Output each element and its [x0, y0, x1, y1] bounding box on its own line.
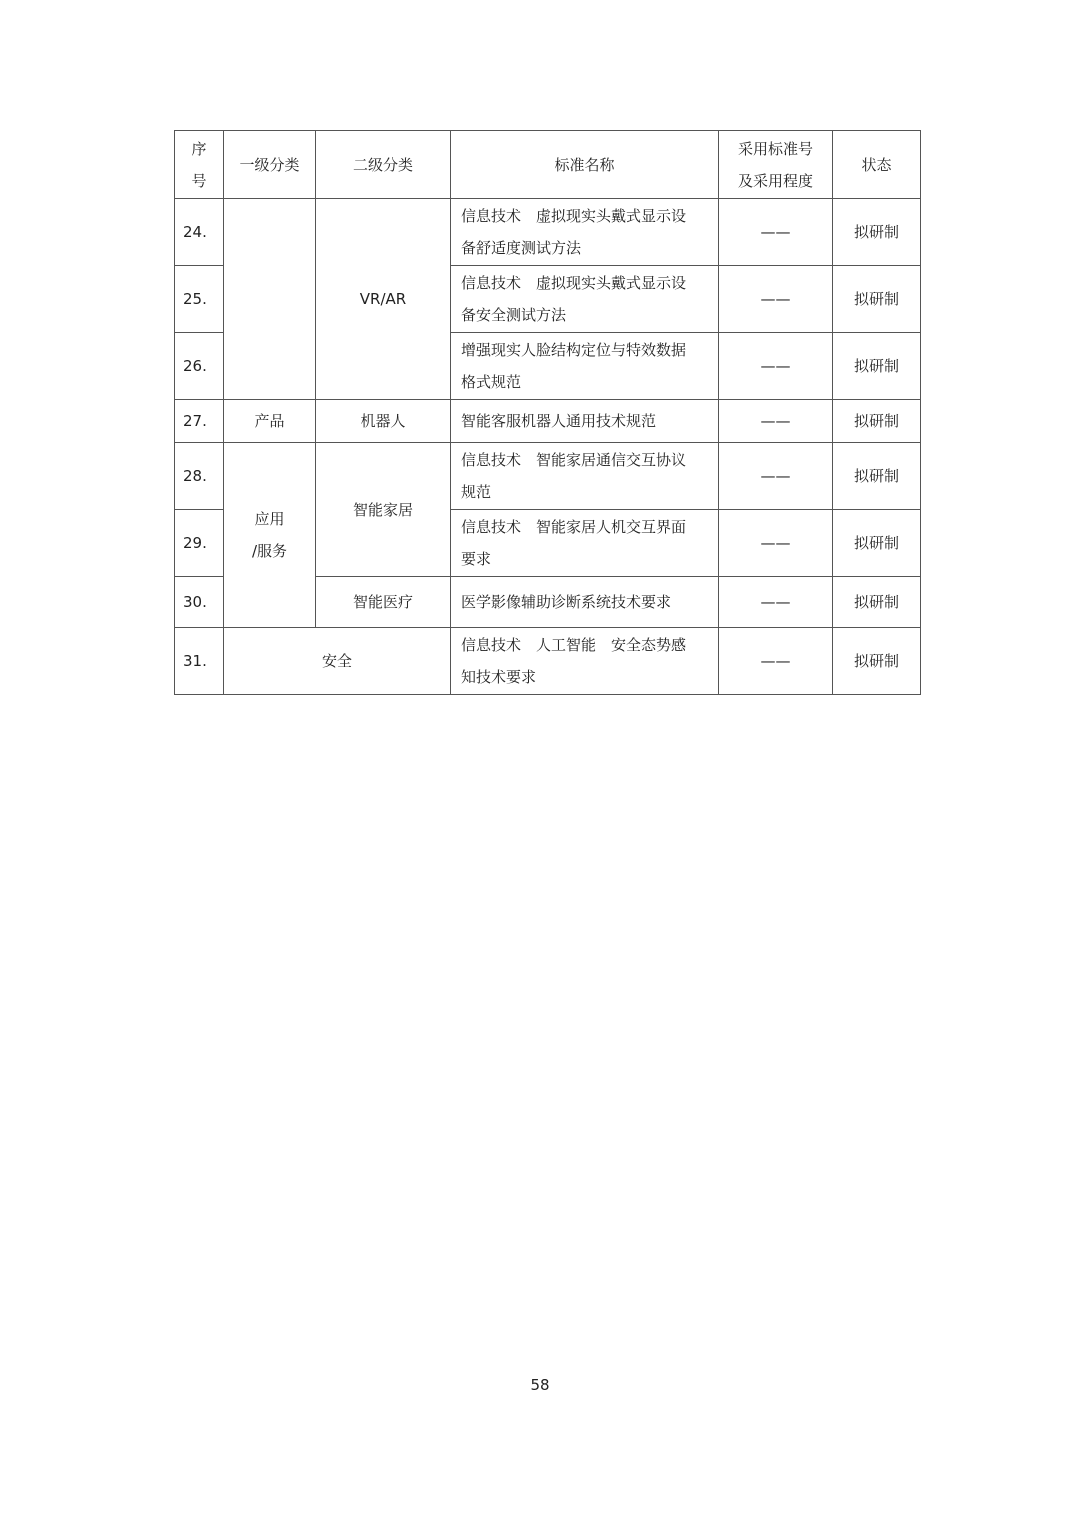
row-name: 智能客服机器人通用技术规范: [451, 400, 719, 443]
row-name: [451, 443, 719, 510]
header-seq: [175, 131, 224, 199]
level1-application-line2: /服务: [251, 542, 288, 560]
row-adopt: ——: [719, 510, 833, 577]
level1-product: 产品: [224, 400, 316, 443]
header-status: 状态: [833, 131, 921, 199]
row-name: [451, 628, 719, 695]
row-seq: 26.: [175, 333, 224, 400]
level2-smart-home: 智能家居: [316, 443, 451, 577]
row-adopt: ——: [719, 400, 833, 443]
row-name-line1: 信息技术 智能家居人机交互界面: [461, 518, 687, 536]
row-name: [451, 510, 719, 577]
row-adopt: ——: [719, 628, 833, 695]
row-seq: 24.: [175, 199, 224, 266]
header-adopt: [719, 131, 833, 199]
header-name: 标准名称: [451, 131, 719, 199]
level1-empty-cell: [224, 199, 316, 400]
row-seq: 29.: [175, 510, 224, 577]
level2-robot: 机器人: [316, 400, 451, 443]
row-name: 医学影像辅助诊断系统技术要求: [451, 577, 719, 628]
row-status: 拟研制: [833, 199, 921, 266]
row-adopt: ——: [719, 443, 833, 510]
table-header-row: [175, 131, 921, 199]
row-status: 拟研制: [833, 266, 921, 333]
level1-security: 安全: [224, 628, 451, 695]
row-status: 拟研制: [833, 510, 921, 577]
row-name-line2: 备舒适度测试方法: [461, 239, 582, 257]
level2-smart-medical: 智能医疗: [316, 577, 451, 628]
page-number: 58: [530, 1376, 550, 1394]
table-row: [175, 443, 921, 510]
row-status: 拟研制: [833, 577, 921, 628]
row-name-line2: 要求: [461, 550, 492, 568]
header-adopt-line2: 及采用程度: [737, 171, 813, 190]
row-seq: 31.: [175, 628, 224, 695]
row-seq: 30.: [175, 577, 224, 628]
row-name-line2: 知技术要求: [461, 668, 537, 686]
row-name-line1: 信息技术 虚拟现实头戴式显示设: [461, 274, 687, 292]
row-adopt: ——: [719, 333, 833, 400]
row-name: [451, 266, 719, 333]
row-adopt: ——: [719, 199, 833, 266]
row-name-line1: 信息技术 虚拟现实头戴式显示设: [461, 207, 687, 225]
row-name-line1: 增强现实人脸结构定位与特效数据: [461, 341, 687, 359]
row-status: 拟研制: [833, 628, 921, 695]
row-seq: 25.: [175, 266, 224, 333]
row-status: 拟研制: [833, 400, 921, 443]
row-status: 拟研制: [833, 443, 921, 510]
table-row: [175, 199, 921, 266]
row-name: [451, 333, 719, 400]
header-seq-line2: 号: [191, 171, 207, 190]
table-row: [175, 400, 921, 443]
standards-table: [174, 130, 921, 695]
row-name-line2: 格式规范: [461, 373, 522, 391]
level1-application-line1: 应用: [254, 510, 285, 528]
header-adopt-line1: 采用标准号: [737, 139, 813, 158]
header-seq-line1: 序: [191, 139, 207, 158]
row-name: [451, 199, 719, 266]
row-name-line1: 信息技术 人工智能 安全态势感: [461, 636, 687, 654]
header-level1: 一级分类: [224, 131, 316, 199]
row-adopt: ——: [719, 577, 833, 628]
level2-vrar: VR/AR: [316, 199, 451, 400]
row-name-line2: 备安全测试方法: [461, 306, 567, 324]
row-seq: 28.: [175, 443, 224, 510]
row-adopt: ——: [719, 266, 833, 333]
header-level2: 二级分类: [316, 131, 451, 199]
row-name-line1: 信息技术 智能家居通信交互协议: [461, 451, 687, 469]
row-seq: 27.: [175, 400, 224, 443]
level1-application: [224, 443, 316, 628]
table-row: [175, 628, 921, 695]
row-status: 拟研制: [833, 333, 921, 400]
row-name-line2: 规范: [461, 483, 492, 501]
